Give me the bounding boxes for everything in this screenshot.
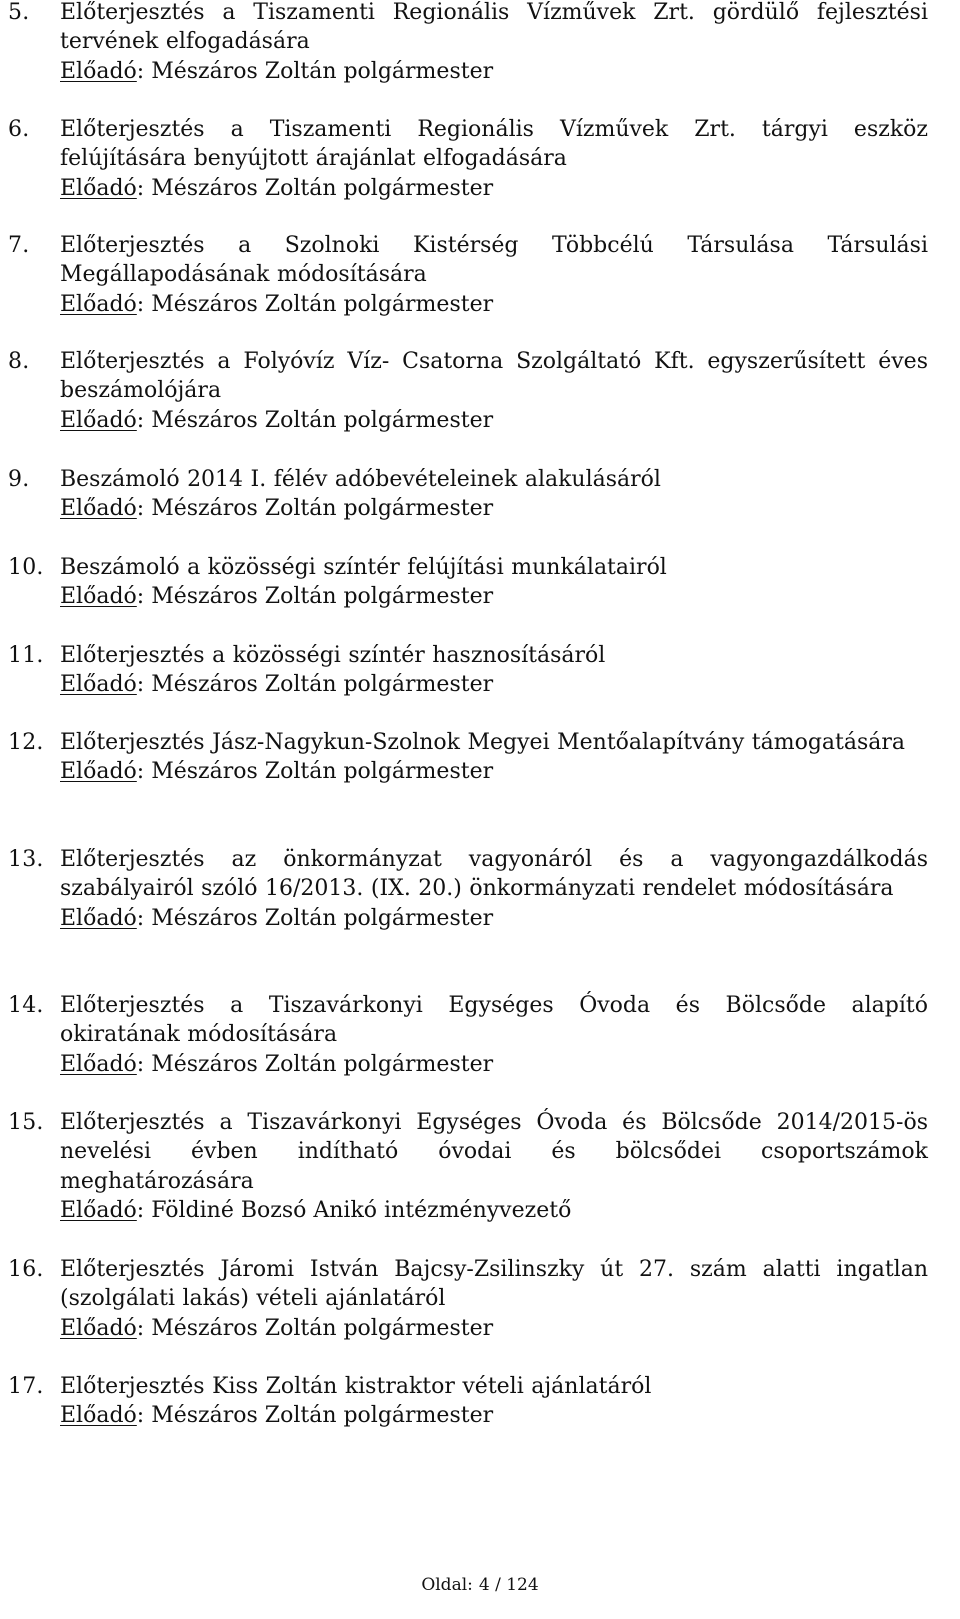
presenter-label: Előadó (60, 291, 137, 317)
item-number: 7. (8, 233, 30, 258)
item-presenter: Előadó: Földiné Bozsó Anikó intézményvezető (60, 1198, 572, 1224)
presenter-name: Mészáros Zoltán polgármester (151, 1315, 494, 1341)
item-number: 13. (8, 847, 44, 872)
presenter-name: Mészáros Zoltán polgármester (151, 905, 494, 931)
presenter-label: Előadó (60, 905, 137, 931)
item-title: Előterjesztés Kiss Zoltán kistraktor vételi ajánlatáról (60, 1374, 652, 1399)
presenter-name: Mészáros Zoltán polgármester (151, 672, 494, 698)
page-label: Oldal: (421, 1575, 473, 1595)
presenter-label: Előadó (60, 1051, 137, 1077)
presenter-name: Mészáros Zoltán polgármester (151, 175, 494, 201)
item-number: 10. (8, 555, 44, 580)
item-presenter: Előadó: Mészáros Zoltán polgármester (60, 175, 494, 201)
item-presenter: Előadó: Mészáros Zoltán polgármester (60, 584, 494, 610)
presenter-name: Mészáros Zoltán polgármester (151, 759, 494, 785)
item-presenter: Előadó: Mészáros Zoltán polgármester (60, 1403, 494, 1429)
presenter-label: Előadó (60, 496, 137, 522)
item-presenter: Előadó: Mészáros Zoltán polgármester (60, 291, 494, 317)
item-presenter: Előadó: Mészáros Zoltán polgármester (60, 759, 494, 785)
presenter-label: Előadó (60, 759, 137, 785)
item-number: 12. (8, 730, 44, 755)
item-title: Előterjesztés a Tiszavárkonyi Egységes Óvoda és Bölcsőde alapító okiratának módosítására (60, 993, 928, 1048)
item-title: Előterjesztés a közösségi színtér hasznosításáról (60, 643, 606, 668)
item-presenter: Előadó: Mészáros Zoltán polgármester (60, 1315, 494, 1341)
item-number: 15. (8, 1110, 44, 1135)
item-presenter: Előadó: Mészáros Zoltán polgármester (60, 496, 494, 522)
item-title: Előterjesztés Jász-Nagykun-Szolnok Megyei Mentőalapítvány támogatására (60, 730, 906, 755)
item-title: Előterjesztés a Tiszamenti Regionális Vízművek Zrt. gördülő fejlesztési tervének elfogadására (60, 0, 928, 55)
presenter-name: Mészáros Zoltán polgármester (151, 584, 494, 610)
item-presenter: Előadó: Mészáros Zoltán polgármester (60, 905, 494, 931)
item-title: Előterjesztés a Tiszamenti Regionális Vízművek Zrt. tárgyi eszköz felújítására benyújtott árajánlat elfogadására (60, 117, 928, 172)
presenter-label: Előadó (60, 407, 137, 433)
item-number: 9. (8, 467, 30, 492)
presenter-name: Mészáros Zoltán polgármester (151, 1051, 494, 1077)
presenter-label: Előadó (60, 1198, 137, 1224)
presenter-label: Előadó (60, 58, 137, 84)
item-presenter: Előadó: Mészáros Zoltán polgármester (60, 407, 494, 433)
presenter-name: Földiné Bozsó Anikó intézményvezető (151, 1198, 572, 1224)
item-title: Beszámoló a közösségi színtér felújítási munkálatairól (60, 555, 667, 580)
item-number: 16. (8, 1257, 44, 1282)
item-number: 11. (8, 643, 44, 668)
page-number: 4 / 124 (478, 1575, 539, 1595)
item-number: 8. (8, 349, 30, 374)
item-title: Előterjesztés a Tiszavárkonyi Egységes Óvoda és Bölcsőde 2014/2015-ös nevelési évben indítható óvodai és bölcsődei csoportszámok meghatározására (60, 1110, 928, 1194)
item-number: 17. (8, 1374, 44, 1399)
presenter-name: Mészáros Zoltán polgármester (151, 58, 494, 84)
presenter-label: Előadó (60, 672, 137, 698)
presenter-name: Mészáros Zoltán polgármester (151, 496, 494, 522)
item-presenter: Előadó: Mészáros Zoltán polgármester (60, 672, 494, 698)
presenter-label: Előadó (60, 584, 137, 610)
item-title: Előterjesztés az önkormányzat vagyonáról és a vagyongazdálkodás szabályairól szóló 16/2013. (IX. 20.) önkormányzati rendelet módosítására (60, 847, 928, 902)
item-number: 14. (8, 993, 44, 1018)
presenter-name: Mészáros Zoltán polgármester (151, 291, 494, 317)
presenter-name: Mészáros Zoltán polgármester (151, 407, 494, 433)
item-title: Beszámoló 2014 I. félév adóbevételeinek alakulásáról (60, 467, 661, 492)
item-presenter: Előadó: Mészáros Zoltán polgármester (60, 58, 494, 84)
presenter-label: Előadó (60, 1403, 137, 1429)
item-title: Előterjesztés a Folyóvíz Víz- Csatorna Szolgáltató Kft. egyszerűsített éves beszámolójára (60, 349, 928, 404)
item-number: 5. (8, 0, 30, 25)
item-title: Előterjesztés a Szolnoki Kistérség Többcélú Társulása Társulási Megállapodásának módosítására (60, 233, 928, 288)
page-footer (0, 1574, 960, 1596)
presenter-label: Előadó (60, 175, 137, 201)
item-title: Előterjesztés Járomi István Bajcsy-Zsilinszky út 27. szám alatti ingatlan (szolgálati lakás) vételi ajánlatáról (60, 1257, 928, 1312)
presenter-name: Mészáros Zoltán polgármester (151, 1403, 494, 1429)
item-number: 6. (8, 117, 30, 142)
presenter-label: Előadó (60, 1315, 137, 1341)
item-presenter: Előadó: Mészáros Zoltán polgármester (60, 1051, 494, 1077)
